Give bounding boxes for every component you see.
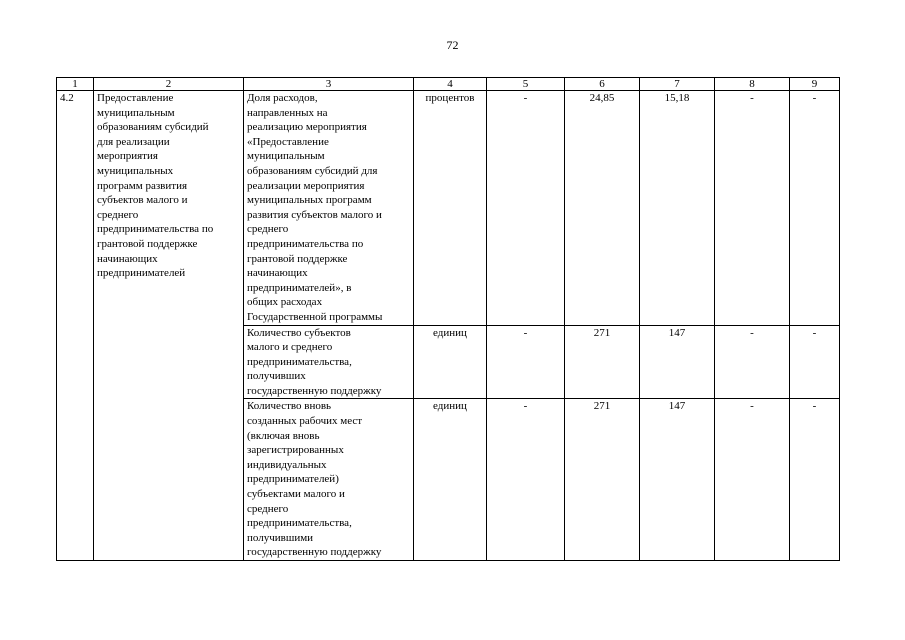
header-cell: 2	[94, 78, 244, 91]
value-cell: -	[487, 399, 565, 561]
header-cell: 8	[715, 78, 790, 91]
value-cell: -	[790, 399, 840, 561]
header-cell: 5	[487, 78, 565, 91]
group-number: 4.2	[57, 91, 94, 561]
value-cell: 271	[565, 399, 640, 561]
indicator-name: Доля расходов, направленных на реализацию мероприятия «Предоставление муниципальным образованиям субсидий для реализации мероприятия муниципальных программ развития субъектов малого и среднего предпринимательства по грантовой поддержке начинающих предпринимателей», в общих расходах Государственной программы	[244, 91, 414, 326]
value-cell: -	[487, 325, 565, 399]
unit-cell: единиц	[414, 399, 487, 561]
unit-cell: единиц	[414, 325, 487, 399]
header-cell: 9	[790, 78, 840, 91]
value-cell: 24,85	[565, 91, 640, 326]
value-cell: 147	[640, 325, 715, 399]
header-cell: 3	[244, 78, 414, 91]
value-cell: 147	[640, 399, 715, 561]
header-cell: 4	[414, 78, 487, 91]
indicator-name: Количество субъектов малого и среднего предпринимательства, получивших государственную поддержку	[244, 325, 414, 399]
header-row	[57, 78, 840, 91]
unit-cell: процентов	[414, 91, 487, 326]
value-cell: 15,18	[640, 91, 715, 326]
value-cell: 271	[565, 325, 640, 399]
value-cell: -	[715, 399, 790, 561]
value-cell: -	[715, 325, 790, 399]
header-cell: 6	[565, 78, 640, 91]
value-cell: -	[790, 325, 840, 399]
table-row	[57, 91, 840, 326]
header-cell: 7	[640, 78, 715, 91]
page-number: 72	[446, 38, 459, 52]
header-cell: 1	[57, 78, 94, 91]
value-cell: -	[715, 91, 790, 326]
value-cell: -	[790, 91, 840, 326]
indicators-table	[56, 77, 840, 561]
value-cell: -	[487, 91, 565, 326]
indicator-name: Количество вновь созданных рабочих мест (включая вновь зарегистрированных индивидуальных предпринимателей) субъектами малого и среднего предпринимательства, получившими государственную поддержку	[244, 399, 414, 561]
group-name: Предоставление муниципальным образованиям субсидий для реализации мероприятия муниципальных программ развития субъектов малого и среднего предпринимательства по грантовой поддержке начинающих предпринимателей	[94, 91, 244, 561]
